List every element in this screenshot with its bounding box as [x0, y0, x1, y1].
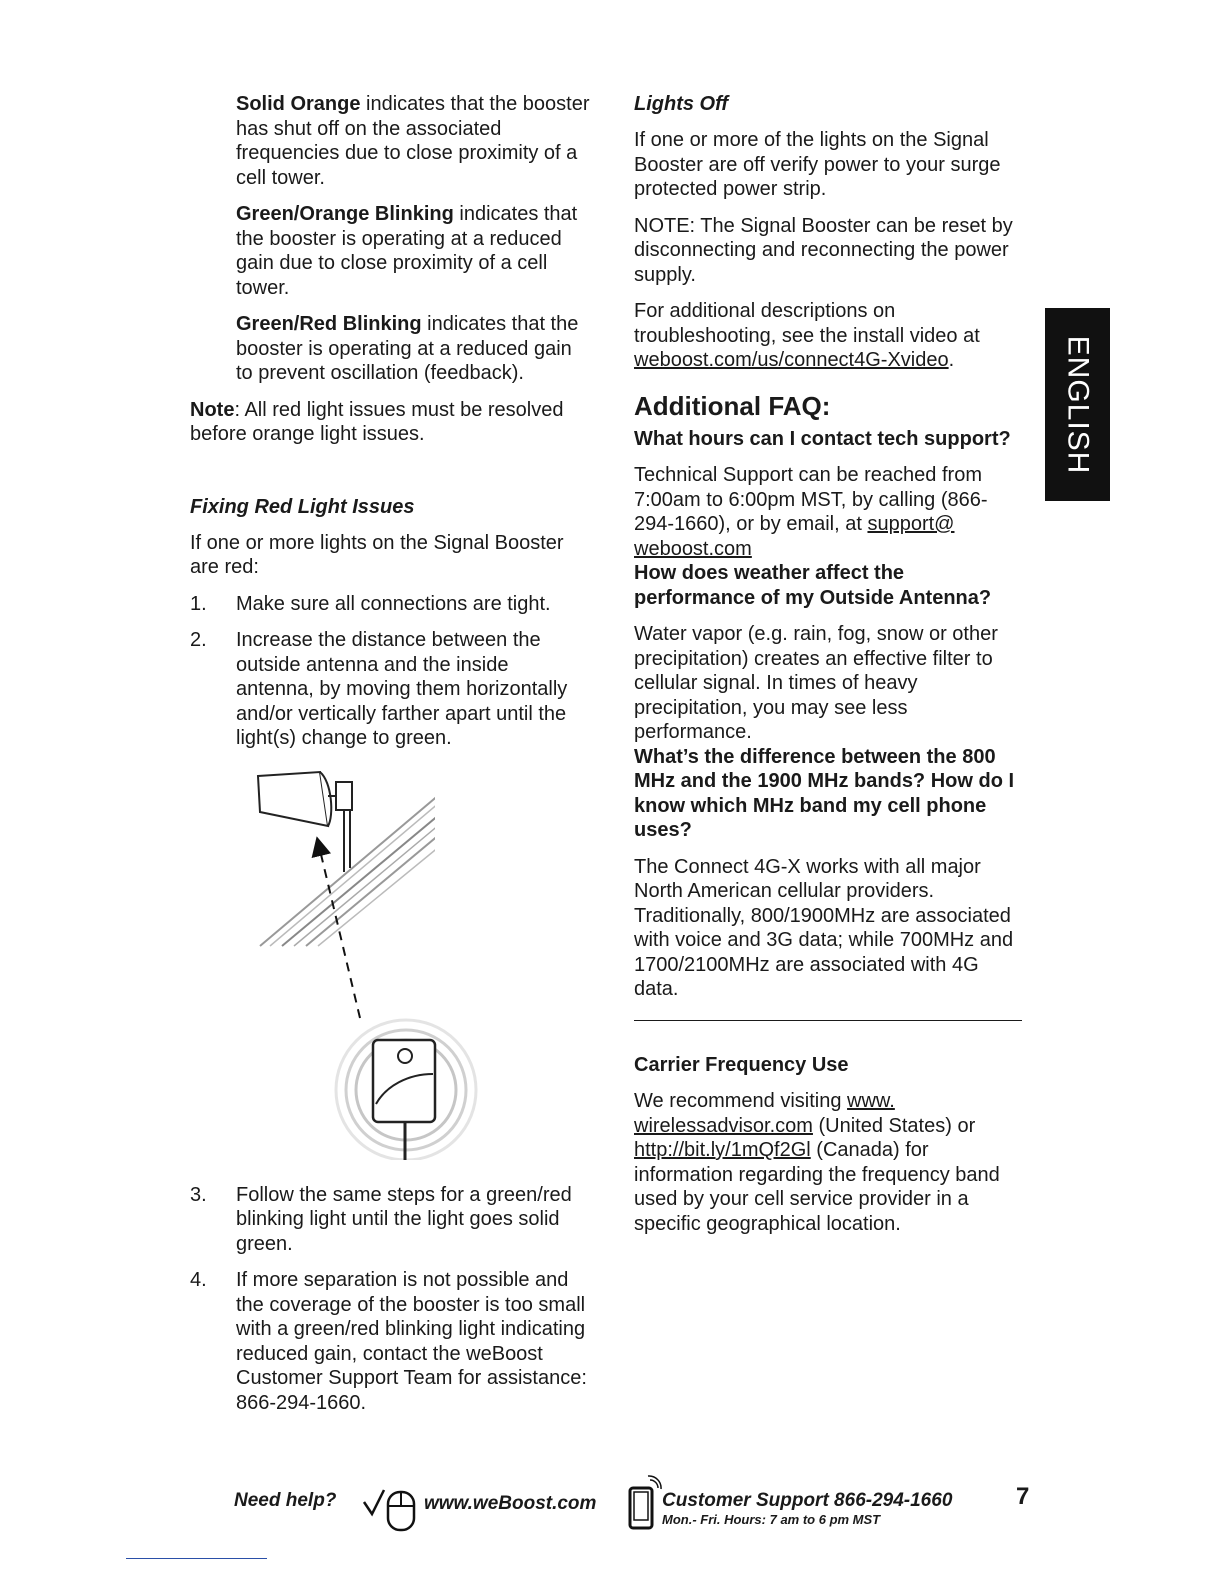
fixing-intro: If one or more lights on the Signal Booster are red: [190, 531, 564, 578]
page-number: 7 [1016, 1483, 1030, 1510]
list-item [190, 592, 590, 617]
language-tab [1045, 308, 1110, 501]
step-number: 2. [190, 629, 207, 651]
language-label: ENGLISH [1061, 335, 1095, 474]
faq-question: What hours can I contact tech support? [634, 427, 1011, 450]
additional-descriptions [634, 299, 1026, 373]
list-item [190, 628, 590, 751]
lights-off-text: If one or more of the lights on the Signal Booster are off verify power to your surge protected power strip. [634, 129, 1001, 200]
faq-heading: Additional FAQ: [634, 390, 831, 421]
left-column [190, 88, 590, 1415]
list-item [190, 1183, 590, 1257]
faq-answer: Water vapor (e.g. rain, fog, snow or other precipitation) creates an effective filter to cellular signal. In times of heavy precipitation, you may see less performance. [634, 623, 998, 743]
note-paragraph [190, 398, 590, 447]
solid-orange-term: Solid Orange [236, 93, 361, 115]
bitly-link[interactable]: http://bit.ly/1mQf2Gl [634, 1139, 811, 1161]
note-text: : All red light issues must be resolved before orange light issues. [190, 398, 564, 445]
step-text: If more separation is not possible and the coverage of the booster is too small with a green/red blinking light indicating reduced gain, contact the weBoost Customer Support Team for assistance: 866-294-1660. [236, 1269, 587, 1414]
antenna-separation-diagram [240, 768, 490, 1160]
carrier-heading: Carrier Frequency Use [634, 1053, 849, 1076]
bottom-rule [126, 1558, 267, 1559]
faq-answer: The Connect 4G-X works with all major North American cellular providers. Traditionally, 800/1900MHz are associated with voice and 3G data; while 700MHz and 1700/2100MHz are associated with 4G data. [634, 855, 1014, 1000]
carrier-text-2: (United States) or [812, 1114, 976, 1137]
faq-question: What’s the difference between the 800 MHz and the 1900 MHz bands? How do I know which MHz band my cell phone uses? [634, 745, 1015, 841]
green-red-desc: indicates that the booster is operating at a reduced gain to prevent oscillation (feedback). [236, 313, 579, 384]
step-text: Increase the distance between the outside antenna and the inside antenna, by moving them horizontally and/or vertically farther apart until the light(s) change to green. [236, 629, 568, 749]
divider [634, 1020, 1022, 1021]
support-email-link[interactable]: support@ weboost.com [634, 513, 955, 560]
solid-orange-paragraph [236, 92, 590, 190]
customer-support-label: Customer Support 866-294-1660 [662, 1490, 953, 1511]
green-orange-term: Green/Orange Blinking [236, 203, 454, 225]
website-link[interactable]: www.weBoost.com [424, 1493, 597, 1514]
step-number: 3. [190, 1183, 207, 1206]
outside-antenna [258, 772, 352, 872]
carrier-text-1: We recommend visiting [634, 1090, 848, 1112]
faq-question: How does weather affect the performance of my Outside Antenna? [634, 562, 992, 609]
separation-arrow-down [319, 846, 368, 1020]
step-number: 1. [190, 592, 207, 615]
green-orange-paragraph [236, 202, 590, 300]
phone-icon [626, 1474, 662, 1532]
step-text: Follow the same steps for a green/red blinking light until the light goes solid green. [236, 1183, 572, 1255]
need-help-label: Need help? [234, 1490, 337, 1511]
fixing-heading: Fixing Red Light Issues [190, 495, 415, 518]
carrier-text-3: (Canada) for information regarding the frequency band used by your cell service provider in a specific geographical location. [634, 1139, 1000, 1235]
faq-answer [634, 463, 1026, 561]
reset-note: NOTE: The Signal Booster can be reset by disconnecting and reconnecting the power supply. [634, 214, 1013, 286]
green-red-term: Green/Red Blinking [236, 313, 422, 335]
mouse-click-icon [360, 1478, 420, 1534]
support-hours: Mon.- Fri. Hours: 7 am to 6 pm MST [662, 1512, 881, 1527]
solid-orange-desc: indicates that the booster has shut off on the associated frequencies due to close proximity of a cell tower. [236, 93, 590, 189]
footer [0, 1468, 1224, 1568]
right-column [634, 88, 1026, 1236]
inside-antenna [336, 1020, 476, 1160]
separation-arrow-up [319, 846, 360, 1018]
install-video-link[interactable]: weboost.com/us/connect4G-Xvideo [634, 349, 949, 371]
lights-off-heading: Lights Off [634, 93, 729, 115]
green-red-paragraph [236, 312, 590, 386]
wirelessadvisor-link[interactable]: www. wirelessadvisor.com [634, 1090, 895, 1137]
additional-suffix: . [948, 349, 955, 371]
step-number: 4. [190, 1269, 207, 1291]
list-item [190, 1268, 590, 1415]
note-label: Note [190, 398, 235, 421]
additional-prefix: For additional descriptions on troubleshooting, see the install video at [634, 300, 980, 347]
carrier-text [634, 1089, 1026, 1236]
step-text: Make sure all connections are tight. [236, 592, 551, 615]
green-orange-desc: indicates that the booster is operating at a reduced gain due to close proximity of a cell tower. [236, 203, 578, 299]
answer-text: Technical Support can be reached from 7:00am to 6:00pm MST, by calling (866-294-1660), or by email, at [634, 464, 988, 535]
